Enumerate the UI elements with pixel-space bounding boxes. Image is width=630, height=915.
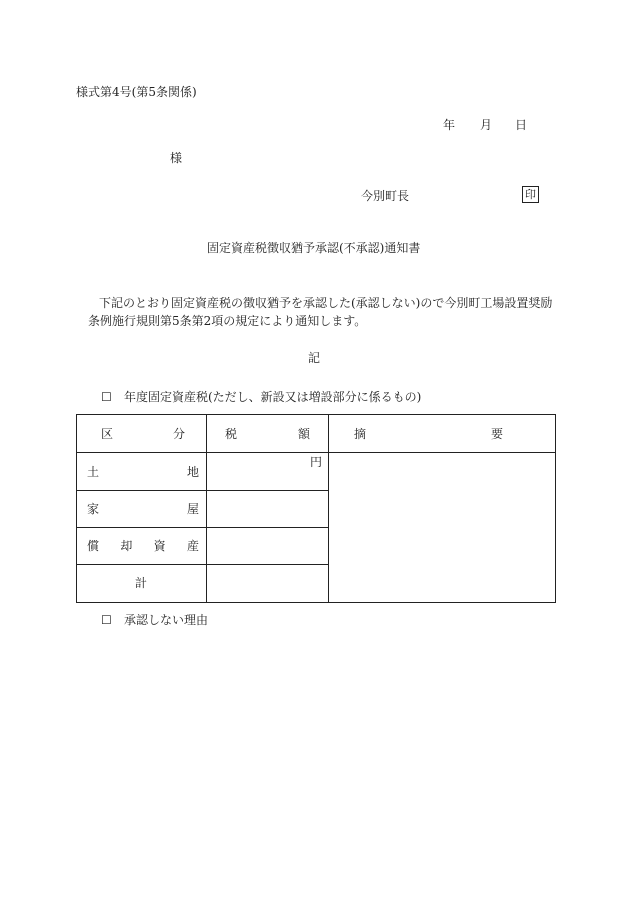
row-label-land: 土 地: [87, 465, 199, 479]
header-remarks: 摘 要: [354, 427, 503, 441]
amount-cell-house[interactable]: [207, 491, 328, 527]
header-amount: 税 額: [225, 427, 310, 441]
document-title: 固定資産税徴収猶予承認(不承認)通知書: [207, 241, 421, 255]
body-line-1: 下記のとおり固定資産税の徴収猶予を承認した(承認しない)ので今別町工場設置奨励: [99, 296, 553, 310]
form-number: 様式第4号(第5条関係): [76, 85, 197, 99]
tax-table: [76, 414, 556, 603]
section2-label: 承認しない理由: [124, 613, 209, 627]
date-day: 日: [515, 118, 528, 132]
addressee-suffix: 様: [170, 151, 183, 165]
section1-checkbox[interactable]: ☐: [101, 390, 112, 404]
remarks-cell[interactable]: [329, 453, 555, 602]
section2-checkbox[interactable]: ☐: [101, 613, 112, 627]
header-category: 区 分: [101, 427, 185, 441]
amount-cell-land[interactable]: [207, 453, 328, 490]
row-label-house: 家 屋: [87, 502, 199, 516]
ki-label: 記: [308, 351, 321, 365]
amount-unit: 円: [310, 455, 323, 469]
body-line-2: 条例施行規則第5条第2項の規定により通知します。: [88, 314, 367, 328]
section1-label: 年度固定資産税(ただし、新設又は増設部分に係るもの): [124, 390, 422, 404]
issuer: 今別町長: [361, 189, 410, 203]
date-year: 年: [443, 118, 456, 132]
row-label-total: 計: [135, 576, 148, 590]
row-label-depreciable-assets: 償 却 資 産: [87, 539, 199, 553]
amount-cell-depreciable-assets[interactable]: [207, 528, 328, 564]
seal-stamp: 印: [522, 186, 539, 203]
date-month: 月: [480, 118, 493, 132]
amount-cell-total[interactable]: [207, 565, 328, 602]
